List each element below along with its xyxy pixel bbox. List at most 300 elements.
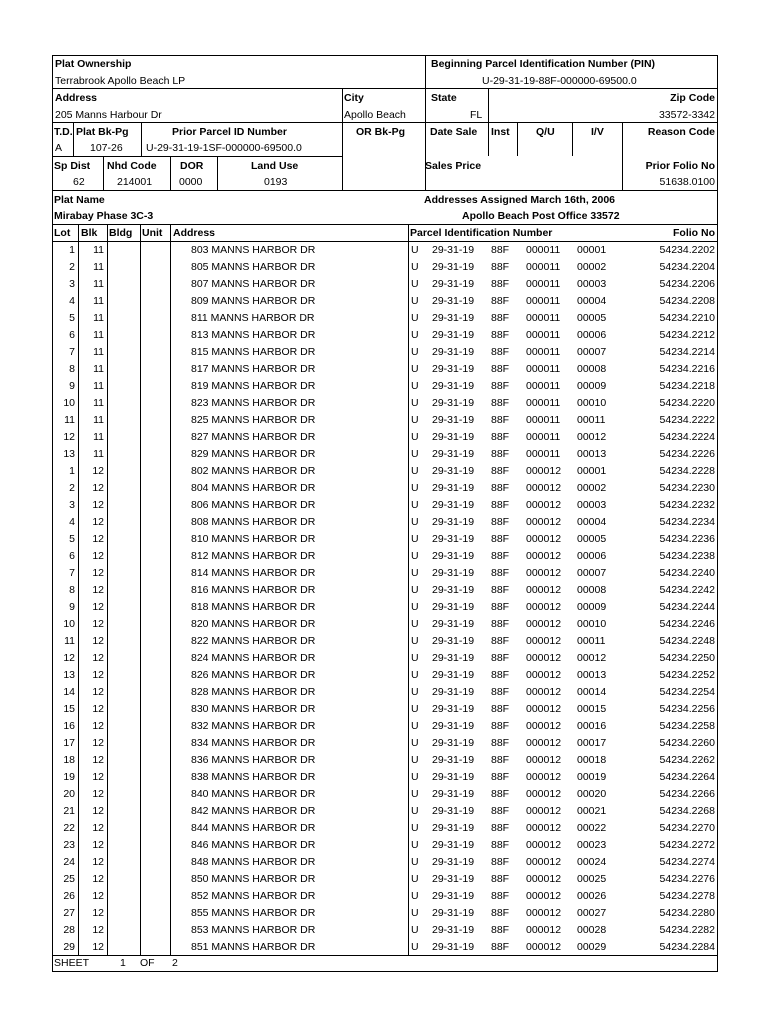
lot-pin-cell: 00018 [577,754,607,766]
u-cell: U [411,448,419,460]
prior-parcel-value: U-29-31-19-1SF-000000-69500.0 [146,142,302,154]
lot-cell: 8 [69,584,75,596]
blk-cell: 12 [92,856,104,868]
subdivision-cell: 88F [491,618,510,630]
subdivision-cell: 88F [491,363,510,375]
lot-cell: 22 [63,822,75,834]
table-row [52,786,718,803]
address-cell: 813 MANNS HARBOR DR [191,329,316,341]
blk-cell: 12 [92,754,104,766]
blk-cell: 11 [93,397,104,409]
plat-ownership-value: Terrabrook Apollo Beach LP [55,75,186,87]
col-unit: Unit [142,227,163,239]
lot-cell: 28 [63,924,75,936]
address-cell: 811 MANNS HARBOR DR [191,312,315,324]
subdivision-cell: 88F [491,465,510,477]
address-cell: 810 MANNS HARBOR DR [191,533,316,545]
folio-cell: 54234.2216 [659,363,715,375]
lot-cell: 3 [69,278,75,290]
folio-cell: 54234.2284 [659,941,715,953]
table-row [52,769,718,786]
block-pin-cell: 000012 [526,822,562,834]
subdivision-cell: 88F [491,295,510,307]
subdivision-cell: 88F [491,805,510,817]
address-cell: 804 MANNS HARBOR DR [191,482,316,494]
date-sale-label: Date Sale [430,126,478,138]
folio-cell: 54234.2266 [659,788,715,800]
lot-cell: 8 [69,363,75,375]
table-row [52,378,718,395]
table-row [52,837,718,854]
lot-pin-cell: 00020 [577,788,607,800]
folio-cell: 54234.2256 [659,703,715,715]
address-value: 205 Manns Harbour Dr [55,109,162,121]
section-cell: 29-31-19 [432,941,475,953]
folio-cell: 54234.2222 [659,414,715,426]
block-pin-cell: 000012 [526,907,562,919]
blk-cell: 12 [92,516,104,528]
u-cell: U [411,550,419,562]
address-cell: 836 MANNS HARBOR DR [191,754,316,766]
lot-cell: 9 [69,601,75,613]
block-pin-cell: 000011 [526,363,561,375]
address-cell: 820 MANNS HARBOR DR [191,618,316,630]
section-cell: 29-31-19 [432,516,475,528]
subdivision-cell: 88F [491,890,510,902]
u-cell: U [411,261,419,273]
lot-pin-cell: 00028 [577,924,607,936]
u-cell: U [411,873,419,885]
plat-ownership-label: Plat Ownership [55,58,132,70]
u-cell: U [411,805,419,817]
lot-cell: 15 [63,703,75,715]
lot-pin-cell: 00011 [577,635,606,647]
subdivision-cell: 88F [491,414,510,426]
beginning-pin-label: Beginning Parcel Identification Number (PIN) [431,58,656,70]
lot-cell: 5 [69,533,75,545]
section-cell: 29-31-19 [432,771,475,783]
subdivision-cell: 88F [491,856,510,868]
subdivision-cell: 88F [491,941,510,953]
subdivision-cell: 88F [491,686,510,698]
u-cell: U [411,839,419,851]
folio-cell: 54234.2226 [659,448,715,460]
blk-cell: 12 [92,788,104,800]
blk-cell: 11 [93,244,104,256]
folio-cell: 54234.2254 [659,686,715,698]
prior-folio-label: Prior Folio No [645,160,715,172]
lot-cell: 1 [69,244,75,256]
section-cell: 29-31-19 [432,584,475,596]
lot-cell: 10 [63,618,75,630]
prior-folio-value: 51638.0100 [659,176,715,188]
section-cell: 29-31-19 [432,312,475,324]
address-cell: 853 MANNS HARBOR DR [191,924,316,936]
iv-label: I/V [591,126,604,138]
lot-pin-cell: 00002 [577,482,607,494]
lot-cell: 21 [63,805,75,817]
lot-pin-cell: 00019 [577,771,607,783]
address-cell: 817 MANNS HARBOR DR [191,363,316,375]
table-row [52,327,718,344]
section-cell: 29-31-19 [432,686,475,698]
lot-cell: 1 [69,465,75,477]
u-cell: U [411,703,419,715]
block-pin-cell: 000012 [526,839,562,851]
subdivision-cell: 88F [491,346,510,358]
u-cell: U [411,312,419,324]
table-row [52,242,718,259]
lot-cell: 7 [69,567,75,579]
folio-cell: 54234.2218 [659,380,715,392]
lot-cell: 12 [63,431,75,443]
sheet-label: SHEET [54,957,90,969]
address-cell: 829 MANNS HARBOR DR [191,448,316,460]
blk-cell: 11 [93,448,104,460]
subdivision-cell: 88F [491,669,510,681]
block-pin-cell: 000012 [526,516,562,528]
section-cell: 29-31-19 [432,754,475,766]
lot-pin-cell: 00005 [577,533,607,545]
address-cell: 842 MANNS HARBOR DR [191,805,316,817]
table-row [52,395,718,412]
address-cell: 851 MANNS HARBOR DR [191,941,316,953]
address-cell: 844 MANNS HARBOR DR [191,822,316,834]
col-folio: Folio No [673,227,715,239]
folio-cell: 54234.2246 [659,618,715,630]
block-pin-cell: 000012 [526,652,562,664]
address-cell: 840 MANNS HARBOR DR [191,788,316,800]
blk-cell: 12 [92,771,104,783]
folio-cell: 54234.2224 [659,431,715,443]
subdivision-cell: 88F [491,771,510,783]
section-cell: 29-31-19 [432,482,475,494]
lot-pin-cell: 00021 [577,805,607,817]
block-pin-cell: 000012 [526,703,562,715]
table-row [52,412,718,429]
blk-cell: 11 [93,278,104,290]
lot-pin-cell: 00011 [577,414,606,426]
block-pin-cell: 000012 [526,618,562,630]
lot-cell: 3 [69,499,75,511]
u-cell: U [411,686,419,698]
lot-pin-cell: 00001 [577,465,607,477]
lot-pin-cell: 00027 [577,907,607,919]
table-row [52,463,718,480]
table-row [52,293,718,310]
blk-cell: 12 [92,482,104,494]
lot-pin-cell: 00023 [577,839,607,851]
table-row [52,667,718,684]
u-cell: U [411,601,419,613]
address-cell: 814 MANNS HARBOR DR [191,567,316,579]
folio-cell: 54234.2234 [659,516,715,528]
folio-cell: 54234.2276 [659,873,715,885]
inst-label: Inst [491,126,510,138]
subdivision-cell: 88F [491,261,510,273]
table-row [52,344,718,361]
table-row [52,922,718,939]
section-cell: 29-31-19 [432,278,475,290]
u-cell: U [411,278,419,290]
table-row [52,361,718,378]
table-row [52,803,718,820]
folio-cell: 54234.2238 [659,550,715,562]
section-cell: 29-31-19 [432,907,475,919]
blk-cell: 12 [92,533,104,545]
lot-pin-cell: 00006 [577,329,607,341]
table-row [52,429,718,446]
address-cell: 802 MANNS HARBOR DR [191,465,316,477]
section-cell: 29-31-19 [432,346,475,358]
folio-cell: 54234.2274 [659,856,715,868]
lot-pin-cell: 00014 [577,686,607,698]
section-cell: 29-31-19 [432,822,475,834]
section-cell: 29-31-19 [432,380,475,392]
lot-pin-cell: 00004 [577,295,607,307]
land-use-value: 0193 [264,176,288,188]
section-cell: 29-31-19 [432,431,475,443]
col-pin: Parcel Identification Number [410,227,553,239]
block-pin-cell: 000012 [526,754,562,766]
u-cell: U [411,771,419,783]
land-use-label: Land Use [251,160,299,172]
lot-pin-cell: 00003 [577,278,607,290]
folio-cell: 54234.2242 [659,584,715,596]
spdist-value: 62 [73,176,85,188]
blk-cell: 12 [92,924,104,936]
u-cell: U [411,465,419,477]
table-row [52,633,718,650]
u-cell: U [411,669,419,681]
address-cell: 815 MANNS HARBOR DR [191,346,316,358]
lot-pin-cell: 00007 [577,346,607,358]
lot-pin-cell: 00010 [577,397,607,409]
blk-cell: 11 [93,380,104,392]
blk-cell: 12 [92,686,104,698]
block-pin-cell: 000011 [526,397,561,409]
beginning-pin-value: U-29-31-19-88F-000000-69500.0 [482,75,637,87]
lot-cell: 13 [63,448,75,460]
section-cell: 29-31-19 [432,703,475,715]
subdivision-cell: 88F [491,278,510,290]
section-cell: 29-31-19 [432,465,475,477]
blk-cell: 12 [92,669,104,681]
block-pin-cell: 000012 [526,550,562,562]
lot-cell: 9 [69,380,75,392]
blk-cell: 12 [92,703,104,715]
city-label: City [344,92,364,104]
lot-pin-cell: 00002 [577,261,607,273]
u-cell: U [411,941,419,953]
block-pin-cell: 000012 [526,635,562,647]
blk-cell: 12 [92,567,104,579]
block-pin-cell: 000012 [526,771,562,783]
lot-cell: 11 [64,414,75,426]
block-pin-cell: 000012 [526,567,562,579]
section-cell: 29-31-19 [432,261,475,273]
subdivision-cell: 88F [491,703,510,715]
address-cell: 818 MANNS HARBOR DR [191,601,316,613]
lot-pin-cell: 00025 [577,873,607,885]
state-label: State [431,92,457,104]
block-pin-cell: 000012 [526,924,562,936]
blk-cell: 12 [92,601,104,613]
u-cell: U [411,516,419,528]
address-cell: 806 MANNS HARBOR DR [191,499,316,511]
u-cell: U [411,907,419,919]
subdivision-cell: 88F [491,839,510,851]
blk-cell: 12 [92,805,104,817]
lot-pin-cell: 00026 [577,890,607,902]
section-cell: 29-31-19 [432,873,475,885]
block-pin-cell: 000011 [526,329,561,341]
table-row [52,497,718,514]
subdivision-cell: 88F [491,380,510,392]
or-bkpg-label: OR Bk-Pg [356,126,406,138]
lot-pin-cell: 00007 [577,567,607,579]
folio-cell: 54234.2202 [659,244,715,256]
dor-value: 0000 [179,176,203,188]
table-row [52,531,718,548]
lot-pin-cell: 00005 [577,312,607,324]
table-row [52,582,718,599]
blk-cell: 12 [92,550,104,562]
subdivision-cell: 88F [491,635,510,647]
lot-cell: 18 [63,754,75,766]
u-cell: U [411,329,419,341]
subdivision-cell: 88F [491,788,510,800]
address-cell: 826 MANNS HARBOR DR [191,669,316,681]
lot-pin-cell: 00006 [577,550,607,562]
table-row [52,565,718,582]
block-pin-cell: 000012 [526,941,562,953]
block-pin-cell: 000012 [526,686,562,698]
lot-cell: 23 [63,839,75,851]
blk-cell: 11 [93,414,104,426]
folio-cell: 54234.2248 [659,635,715,647]
lot-pin-cell: 00024 [577,856,607,868]
lot-pin-cell: 00008 [577,584,607,596]
block-pin-cell: 000012 [526,584,562,596]
address-cell: 825 MANNS HARBOR DR [191,414,316,426]
block-pin-cell: 000012 [526,873,562,885]
lot-cell: 2 [69,482,75,494]
plat-name-label: Plat Name [54,194,105,206]
lot-cell: 20 [63,788,75,800]
u-cell: U [411,584,419,596]
subdivision-cell: 88F [491,822,510,834]
lot-cell: 13 [63,669,75,681]
address-cell: 824 MANNS HARBOR DR [191,652,316,664]
u-cell: U [411,244,419,256]
address-cell: 819 MANNS HARBOR DR [191,380,316,392]
block-pin-cell: 000011 [526,414,561,426]
table-row [52,259,718,276]
block-pin-cell: 000011 [526,346,561,358]
address-cell: 827 MANNS HARBOR DR [191,431,316,443]
blk-cell: 11 [93,363,104,375]
section-cell: 29-31-19 [432,652,475,664]
table-row [52,616,718,633]
folio-cell: 54234.2260 [659,737,715,749]
u-cell: U [411,788,419,800]
table-row [52,939,718,956]
section-cell: 29-31-19 [432,805,475,817]
address-cell: 828 MANNS HARBOR DR [191,686,316,698]
lot-pin-cell: 00012 [577,652,607,664]
u-cell: U [411,295,419,307]
subdivision-cell: 88F [491,652,510,664]
folio-cell: 54234.2210 [659,312,715,324]
dor-label: DOR [180,160,204,172]
subdivision-cell: 88F [491,312,510,324]
block-pin-cell: 000012 [526,720,562,732]
u-cell: U [411,618,419,630]
blk-cell: 12 [92,822,104,834]
lot-cell: 6 [69,329,75,341]
lot-cell: 2 [69,261,75,273]
table-row [52,701,718,718]
lot-pin-cell: 00001 [577,244,607,256]
section-cell: 29-31-19 [432,601,475,613]
table-row [52,735,718,752]
blk-cell: 12 [92,499,104,511]
blk-cell: 12 [92,907,104,919]
address-cell: 803 MANNS HARBOR DR [191,244,316,256]
folio-cell: 54234.2268 [659,805,715,817]
address-cell: 832 MANNS HARBOR DR [191,720,316,732]
blk-cell: 11 [93,261,104,273]
folio-cell: 54234.2230 [659,482,715,494]
section-cell: 29-31-19 [432,499,475,511]
col-lot: Lot [54,227,71,239]
lot-cell: 16 [63,720,75,732]
address-cell: 812 MANNS HARBOR DR [191,550,316,562]
table-row [52,599,718,616]
address-cell: 808 MANNS HARBOR DR [191,516,316,528]
subdivision-cell: 88F [491,737,510,749]
folio-cell: 54234.2212 [659,329,715,341]
folio-cell: 54234.2278 [659,890,715,902]
blk-cell: 12 [92,873,104,885]
lot-pin-cell: 00016 [577,720,607,732]
table-row [52,514,718,531]
lot-pin-cell: 00004 [577,516,607,528]
lot-cell: 4 [69,516,75,528]
lot-pin-cell: 00009 [577,380,607,392]
section-cell: 29-31-19 [432,720,475,732]
u-cell: U [411,924,419,936]
lot-cell: 14 [63,686,75,698]
plat-name-value: Mirabay Phase 3C-3 [54,210,154,222]
u-cell: U [411,533,419,545]
td-label: T.D. [54,126,73,138]
address-cell: 834 MANNS HARBOR DR [191,737,316,749]
section-cell: 29-31-19 [432,533,475,545]
lot-cell: 7 [69,346,75,358]
block-pin-cell: 000012 [526,805,562,817]
lot-cell: 25 [63,873,75,885]
block-pin-cell: 000012 [526,465,562,477]
folio-cell: 54234.2228 [659,465,715,477]
lot-pin-cell: 00013 [577,448,607,460]
blk-cell: 11 [93,431,104,443]
lot-pin-cell: 00003 [577,499,607,511]
block-pin-cell: 000012 [526,890,562,902]
u-cell: U [411,856,419,868]
lot-cell: 24 [63,856,75,868]
